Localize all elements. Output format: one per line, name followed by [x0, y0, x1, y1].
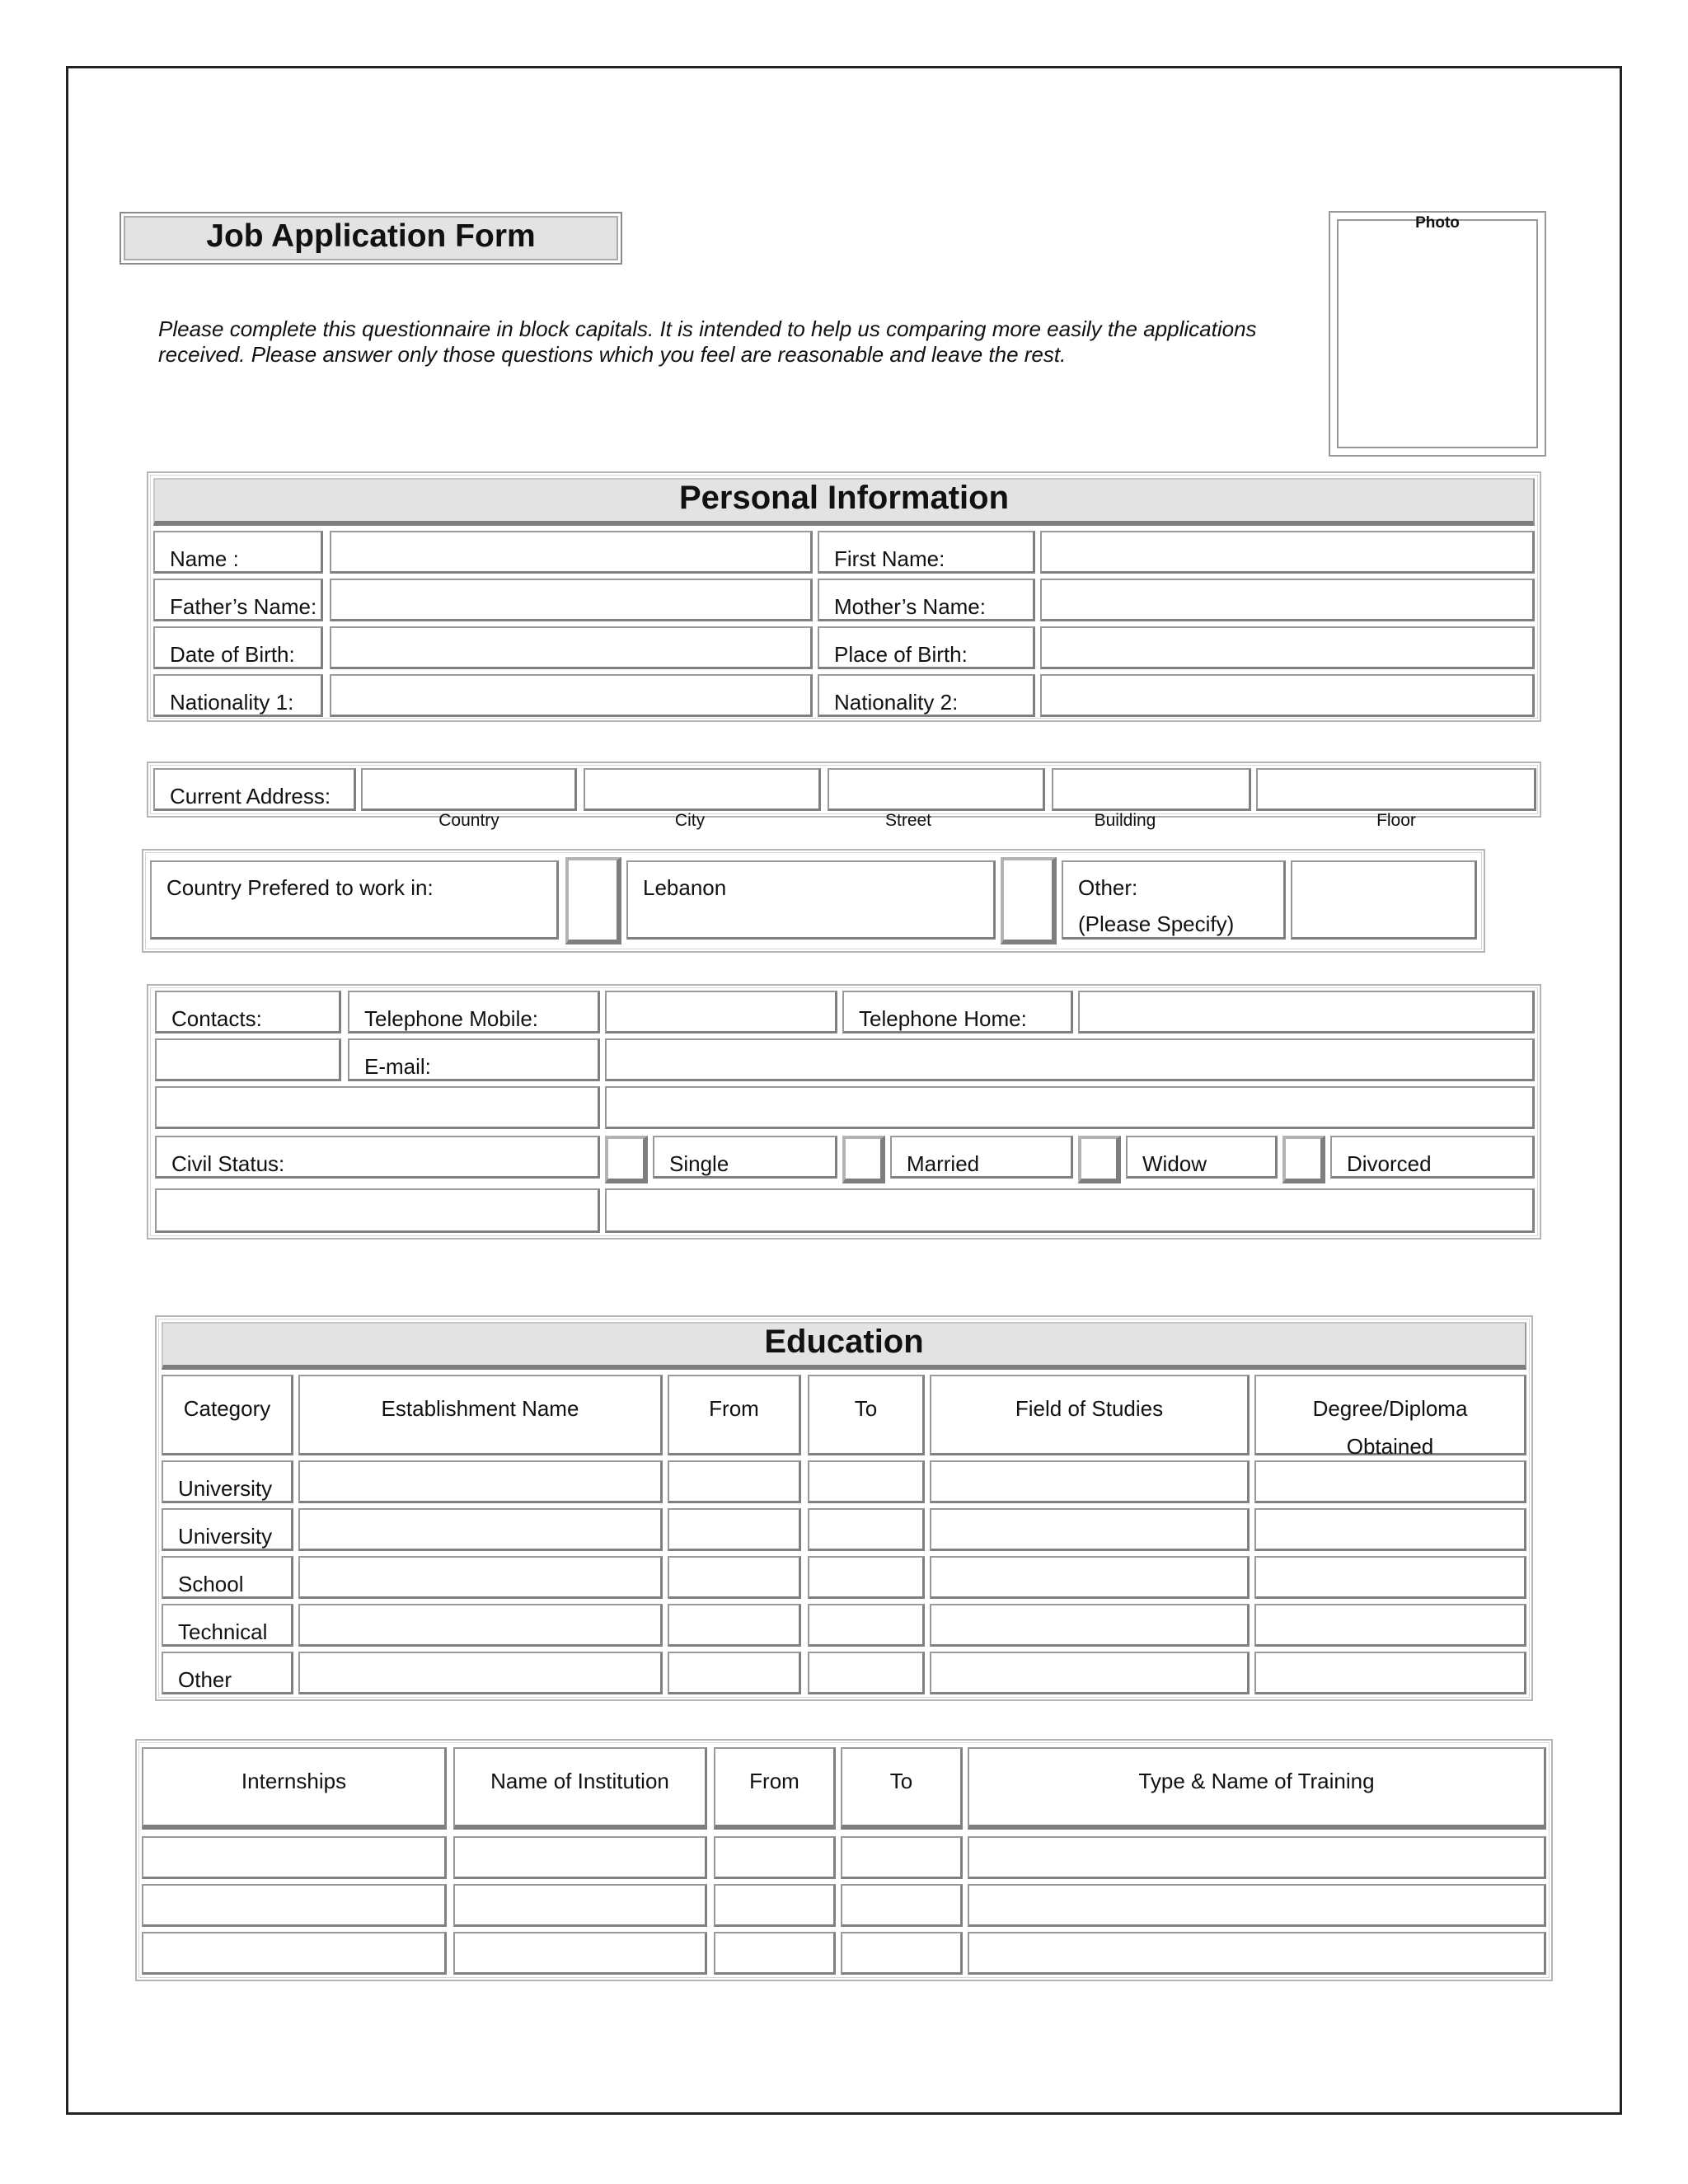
other-country-checkbox[interactable]	[1001, 857, 1057, 944]
father-name-label-text: Father’s Name:	[170, 594, 317, 619]
other-country-label	[1062, 860, 1286, 940]
intern-cell-from[interactable]	[714, 1884, 836, 1927]
intern-cell-internships[interactable]	[142, 1884, 447, 1927]
first-name-label	[818, 531, 1035, 574]
edu-cell-field[interactable]	[930, 1508, 1250, 1551]
home-phone-label	[842, 991, 1073, 1033]
intern-cell-institution[interactable]	[453, 1932, 707, 1975]
name-label	[153, 531, 323, 574]
married-label-text: Married	[907, 1151, 980, 1176]
edu-row-category	[162, 1652, 293, 1694]
first-name-field[interactable]	[1040, 531, 1535, 574]
edu-cell-field[interactable]	[930, 1652, 1250, 1694]
edu-header-degree	[1254, 1375, 1526, 1459]
nationality2-label	[818, 674, 1035, 717]
preference-label-text: Country Prefered to work in:	[166, 875, 434, 900]
address-city-field[interactable]	[584, 768, 821, 811]
other-label-text: Other:	[1078, 875, 1138, 900]
edu-header-establishment-text: Establishment Name	[381, 1396, 579, 1421]
contacts-label-text: Contacts:	[171, 1006, 262, 1031]
nationality1-label	[153, 674, 323, 717]
dob-field[interactable]	[330, 626, 813, 669]
intern-cell-internships[interactable]	[142, 1836, 447, 1879]
intern-cell-institution[interactable]	[453, 1884, 707, 1927]
edu-row-category	[162, 1556, 293, 1599]
extra-right-cell[interactable]	[605, 1086, 1535, 1129]
widow-checkbox[interactable]	[1078, 1136, 1121, 1183]
intern-header-training-text: Type & Name of Training	[1138, 1769, 1375, 1793]
intern-header-institution-text: Name of Institution	[490, 1769, 669, 1793]
edu-cell-establishment[interactable]	[298, 1604, 663, 1647]
intern-cell-training[interactable]	[968, 1932, 1546, 1975]
edu-cell-to[interactable]	[808, 1556, 925, 1599]
mother-name-field[interactable]	[1040, 579, 1535, 621]
edu-cell-from[interactable]	[668, 1604, 801, 1647]
edu-cell-establishment[interactable]	[298, 1652, 663, 1694]
mother-name-label	[818, 579, 1035, 621]
intern-header-training	[968, 1747, 1546, 1830]
contacts-label	[155, 991, 341, 1033]
city-caption: City	[674, 811, 706, 830]
edu-cell-establishment[interactable]	[298, 1460, 663, 1503]
photo-box[interactable]	[1329, 211, 1546, 457]
edu-row-category	[162, 1460, 293, 1503]
intro-text: Please complete this questionnaire in block capitals. It is intended to help us comparing more easily the applications received. Please answer only those questions which you feel are reasonable and leave the rest.	[158, 316, 1257, 367]
edu-header-category	[162, 1375, 293, 1455]
edu-header-from-text: From	[709, 1396, 759, 1421]
edu-cell-from[interactable]	[668, 1652, 801, 1694]
edu-cell-degree[interactable]	[1254, 1556, 1526, 1599]
edu-cell-establishment[interactable]	[298, 1556, 663, 1599]
edu-row-category	[162, 1508, 293, 1551]
email-field[interactable]	[605, 1038, 1535, 1081]
preference-label	[150, 860, 559, 940]
mother-name-label-text: Mother’s Name:	[834, 594, 986, 619]
edu-cell-establishment[interactable]	[298, 1508, 663, 1551]
edu-cell-to[interactable]	[808, 1508, 925, 1551]
nationality2-label-text: Nationality 2:	[834, 690, 959, 715]
name-field[interactable]	[330, 531, 813, 574]
mobile-label	[348, 991, 600, 1033]
lebanon-label	[626, 860, 996, 940]
address-label-text: Current Address:	[170, 784, 331, 808]
address-street-field[interactable]	[828, 768, 1045, 811]
divorced-checkbox[interactable]	[1282, 1136, 1325, 1183]
civil-extra-left[interactable]	[155, 1188, 600, 1233]
intern-cell-from[interactable]	[714, 1836, 836, 1879]
photo-frame	[1337, 219, 1538, 448]
address-building-field[interactable]	[1052, 768, 1251, 811]
father-name-label	[153, 579, 323, 621]
pob-label	[818, 626, 1035, 669]
address-label	[153, 768, 356, 811]
building-caption: Building	[1094, 811, 1156, 830]
intern-header-from-text: From	[749, 1769, 799, 1793]
edu-header-to-text: To	[854, 1396, 878, 1421]
address-floor-field[interactable]	[1256, 768, 1536, 811]
edu-cell-from[interactable]	[668, 1508, 801, 1551]
country-caption: Country	[438, 811, 499, 830]
intern-cell-to[interactable]	[841, 1884, 963, 1927]
single-label	[653, 1136, 837, 1179]
edu-row-category-text: School	[178, 1572, 244, 1596]
edu-header-degree-text: Degree/Diploma Obtained	[1312, 1396, 1468, 1459]
nationality1-field[interactable]	[330, 674, 813, 717]
nationality2-field[interactable]	[1040, 674, 1535, 717]
edu-header-category-text: Category	[183, 1396, 271, 1421]
pob-field[interactable]	[1040, 626, 1535, 669]
intern-header-to	[841, 1747, 963, 1830]
intern-header-internships-text: Internships	[241, 1769, 347, 1793]
intern-cell-from[interactable]	[714, 1932, 836, 1975]
home-phone-field[interactable]	[1078, 991, 1535, 1033]
single-label-text: Single	[669, 1151, 729, 1176]
contacts-blank-cell[interactable]	[155, 1038, 341, 1081]
edu-row-category-text: Technical	[178, 1619, 268, 1644]
mobile-label-text: Telephone Mobile:	[364, 1006, 539, 1031]
edu-row-category-text: University	[178, 1476, 273, 1501]
first-name-label-text: First Name:	[834, 546, 945, 571]
intern-cell-to[interactable]	[841, 1836, 963, 1879]
intern-header-institution	[453, 1747, 707, 1830]
intern-cell-training[interactable]	[968, 1884, 1546, 1927]
edu-row-category	[162, 1604, 293, 1647]
edu-cell-degree[interactable]	[1254, 1652, 1526, 1694]
edu-cell-to[interactable]	[808, 1652, 925, 1694]
edu-cell-from[interactable]	[668, 1556, 801, 1599]
edu-cell-to[interactable]	[808, 1604, 925, 1647]
email-label	[348, 1038, 600, 1081]
street-caption: Street	[884, 811, 932, 830]
civil-status-label-text: Civil Status:	[171, 1151, 285, 1176]
father-name-field[interactable]	[330, 579, 813, 621]
edu-cell-from[interactable]	[668, 1460, 801, 1503]
edu-row-category-text: University	[178, 1524, 273, 1549]
single-checkbox[interactable]	[605, 1136, 648, 1183]
edu-cell-field[interactable]	[930, 1604, 1250, 1647]
edu-cell-field[interactable]	[930, 1556, 1250, 1599]
pob-label-text: Place of Birth:	[834, 642, 968, 667]
edu-header-from	[668, 1375, 801, 1455]
mobile-field[interactable]	[605, 991, 837, 1033]
civil-status-label	[155, 1136, 600, 1179]
personal-info-heading: Personal Information	[153, 478, 1535, 526]
education-heading: Education	[162, 1322, 1526, 1370]
widow-label-text: Widow	[1142, 1151, 1207, 1176]
email-label-text: E-mail:	[364, 1054, 431, 1079]
name-label-text: Name :	[170, 546, 239, 571]
lebanon-checkbox[interactable]	[565, 857, 621, 944]
edu-header-to	[808, 1375, 925, 1455]
edu-header-field	[930, 1375, 1250, 1455]
edu-cell-degree[interactable]	[1254, 1604, 1526, 1647]
edu-cell-degree[interactable]	[1254, 1508, 1526, 1551]
divorced-label	[1330, 1136, 1535, 1179]
married-checkbox[interactable]	[842, 1136, 885, 1183]
intern-header-to-text: To	[889, 1769, 913, 1793]
edu-row-category-text: Other	[178, 1667, 232, 1692]
edu-cell-field[interactable]	[930, 1460, 1250, 1503]
widow-label	[1126, 1136, 1278, 1179]
edu-cell-degree[interactable]	[1254, 1460, 1526, 1503]
address-country-field[interactable]	[361, 768, 577, 811]
extra-left-cell[interactable]	[155, 1086, 600, 1129]
intern-header-internships	[142, 1747, 447, 1830]
edu-header-establishment	[298, 1375, 663, 1455]
lebanon-label-text: Lebanon	[643, 875, 727, 900]
intern-cell-internships[interactable]	[142, 1932, 447, 1975]
civil-extra-right[interactable]	[605, 1188, 1535, 1233]
floor-caption: Floor	[1376, 811, 1416, 830]
married-label	[890, 1136, 1073, 1179]
dob-label-text: Date of Birth:	[170, 642, 295, 667]
edu-cell-to[interactable]	[808, 1460, 925, 1503]
intern-cell-to[interactable]	[841, 1932, 963, 1975]
edu-header-field-text: Field of Studies	[1015, 1396, 1164, 1421]
intern-header-from	[714, 1747, 836, 1830]
home-phone-label-text: Telephone Home:	[859, 1006, 1027, 1031]
divorced-label-text: Divorced	[1347, 1151, 1432, 1176]
other-hint-text: (Please Specify)	[1078, 912, 1235, 936]
other-country-field[interactable]	[1291, 860, 1477, 940]
intern-cell-training[interactable]	[968, 1836, 1546, 1879]
nationality1-label-text: Nationality 1:	[170, 690, 294, 715]
photo-label: Photo	[1415, 214, 1460, 232]
dob-label	[153, 626, 323, 669]
form-title: Job Application Form	[124, 216, 618, 260]
intern-cell-institution[interactable]	[453, 1836, 707, 1879]
